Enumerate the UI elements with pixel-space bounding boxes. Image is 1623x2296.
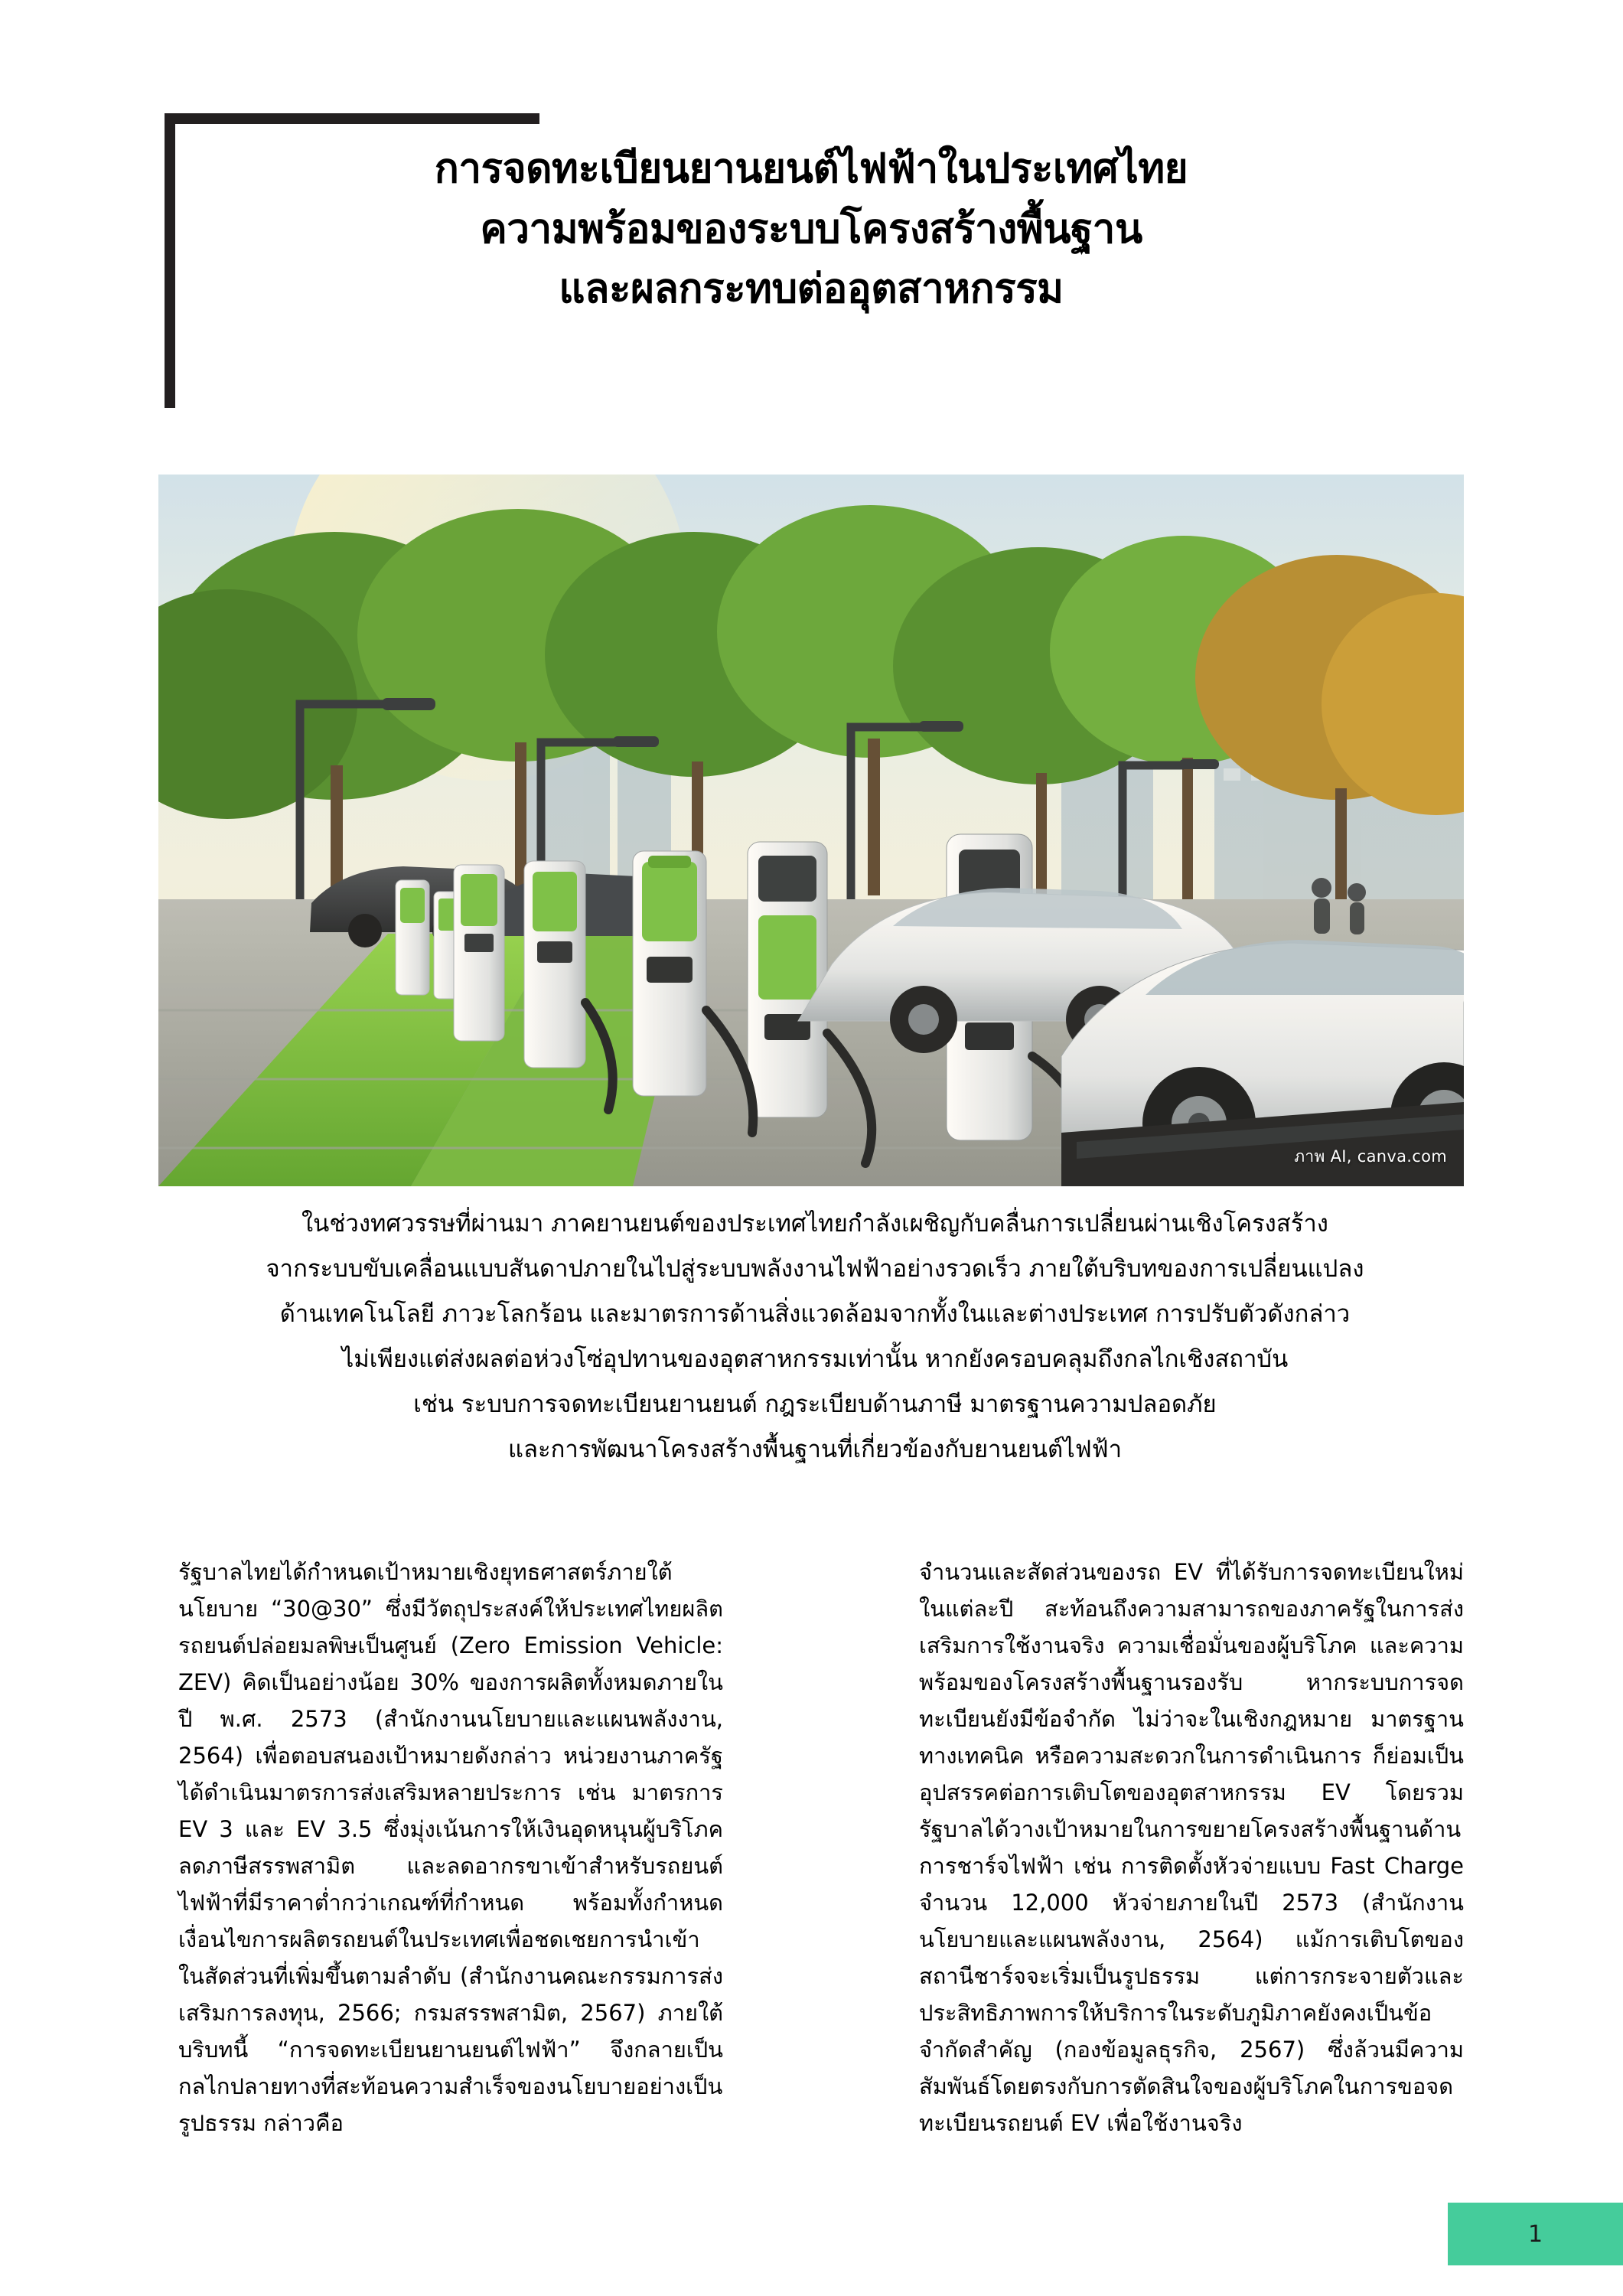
ev-charging-station-illustration: [158, 475, 1464, 1186]
intro-line: จากระบบขับเคลื่อนแบบสันดาปภายในไปสู่ระบบพลังงานไฟฟ้าอย่างรวดเร็ว ภายใต้บริบทของการเปลี่ยนแปลง: [266, 1255, 1364, 1283]
intro-line: ไม่เพียงแต่ส่งผลต่อห่วงโซ่อุปทานของอุตสาหกรรมเท่านั้น หากยังครอบคลุมถึงกลไกเชิงสถาบัน: [341, 1345, 1289, 1373]
body-column-right: [919, 1554, 1464, 2141]
body-columns: [178, 1554, 1464, 2141]
intro-line: และการพัฒนาโครงสร้างพื้นฐานที่เกี่ยวข้องกับยานยนต์ไฟฟ้า: [507, 1436, 1123, 1463]
image-credit-caption: ภาพ AI, canva.com: [1294, 1147, 1447, 1166]
title-line-3: และผลกระทบต่ออุตสาหกรรม: [559, 266, 1064, 313]
title-line-2: ความพร้อมของระบบโครงสร้างพื้นฐาน: [480, 205, 1142, 253]
title-line-1: การจดทะเบียนยานยนต์ไฟฟ้าในประเทศไทย: [434, 145, 1188, 192]
page-title: [184, 145, 1439, 314]
hero-image: [158, 475, 1464, 1186]
intro-line: เช่น ระบบการจดทะเบียนยานยนต์ กฎระเบียบด้านภาษี มาตรฐานความปลอดภัย: [413, 1391, 1217, 1418]
body-paragraph-right: จำนวนและสัดส่วนของรถ EV ที่ได้รับการจดทะเบียนใหม่ในแต่ละปี สะท้อนถึงความสามารถของภาครัฐในการส่งเสริมการใช้งานจริง ความเชื่อมั่นของผู้บริโภค และความพร้อมของโครงสร้างพื้นฐานรองรับ หากระบบการจดทะเบียนยังมีข้อจำกัด ไม่ว่าจะในเชิงกฎหมาย มาตรฐานทางเทคนิค หรือความสะดวกในการดำเนินการ ก็ย่อมเป็นอุปสรรคต่อการเติบโตของอุตสาหกรรม EV โดยรวม รัฐบาลได้วางเป้าหมายในการขยายโครงสร้างพื้นฐานด้านการชาร์จไฟฟ้า เช่น การติดตั้งหัวจ่ายแบบ Fast Charge จำนวน 12,000 หัวจ่ายภายในปี 2573 (สำนักงานนโยบายและแผนพลังงาน, 2564) แม้การเติบโตของสถานีชาร์จจะเริ่มเป็นรูปธรรม แต่การกระจายตัวและประสิทธิภาพการให้บริการในระดับภูมิภาคยังคงเป็นข้อจำกัดสำคัญ (กองข้อมูลธุรกิจ, 2567) ซึ่งล้วนมีความสัมพันธ์โดยตรงกับการตัดสินใจของผู้บริโภคในการขอจดทะเบียนรถยนต์ EV เพื่อใช้งานจริง: [919, 1559, 1464, 2136]
intro-line: ด้านเทคโนโลยี ภาวะโลกร้อน และมาตรการด้านสิ่งแวดล้อมจากทั้งในและต่างประเทศ การปรับตัวดังกล่าว: [279, 1300, 1351, 1328]
intro-paragraph: [184, 1202, 1446, 1473]
body-column-left: [178, 1554, 723, 2141]
page-number-badge: [1448, 2203, 1623, 2265]
body-paragraph-left: รัฐบาลไทยได้กำหนดเป้าหมายเชิงยุทธศาสตร์ภายใต้นโยบาย “30@30” ซึ่งมีวัตถุประสงค์ให้ประเทศไทยผลิตรถยนต์ปล่อยมลพิษเป็นศูนย์ (Zero Emission Vehicle: ZEV) คิดเป็นอย่างน้อย 30% ของการผลิตทั้งหมดภายในปี พ.ศ. 2573 (สำนักงานนโยบายและแผนพลังงาน, 2564) เพื่อตอบสนองเป้าหมายดังกล่าว หน่วยงานภาครัฐได้ดำเนินมาตรการส่งเสริมหลายประการ เช่น มาตรการ EV 3 และ EV 3.5 ซึ่งมุ่งเน้นการให้เงินอุดหนุนผู้บริโภค ลดภาษีสรรพสามิต และลดอากรขาเข้าสำหรับรถยนต์ไฟฟ้าที่มีราคาต่ำกว่าเกณฑ์ที่กำหนด พร้อมทั้งกำหนดเงื่อนไขการผลิตรถยนต์ในประเทศเพื่อชดเชยการนำเข้าในสัดส่วนที่เพิ่มขึ้นตามลำดับ (สำนักงานคณะกรรมการส่งเสริมการลงทุน, 2566; กรมสรรพสามิต, 2567) ภายใต้บริบทนี้ “การจดทะเบียนยานยนต์ไฟฟ้า” จึงกลายเป็นกลไกปลายทางที่สะท้อนความสำเร็จของนโยบายอย่างเป็นรูปธรรม กล่าวคือ: [178, 1559, 723, 2136]
intro-line: ในช่วงทศวรรษที่ผ่านมา ภาคยานยนต์ของประเทศไทยกำลังเผชิญกับคลื่นการเปลี่ยนผ่านเชิงโครงสร้าง: [301, 1210, 1328, 1238]
page-number-label: 1: [1527, 2220, 1543, 2248]
